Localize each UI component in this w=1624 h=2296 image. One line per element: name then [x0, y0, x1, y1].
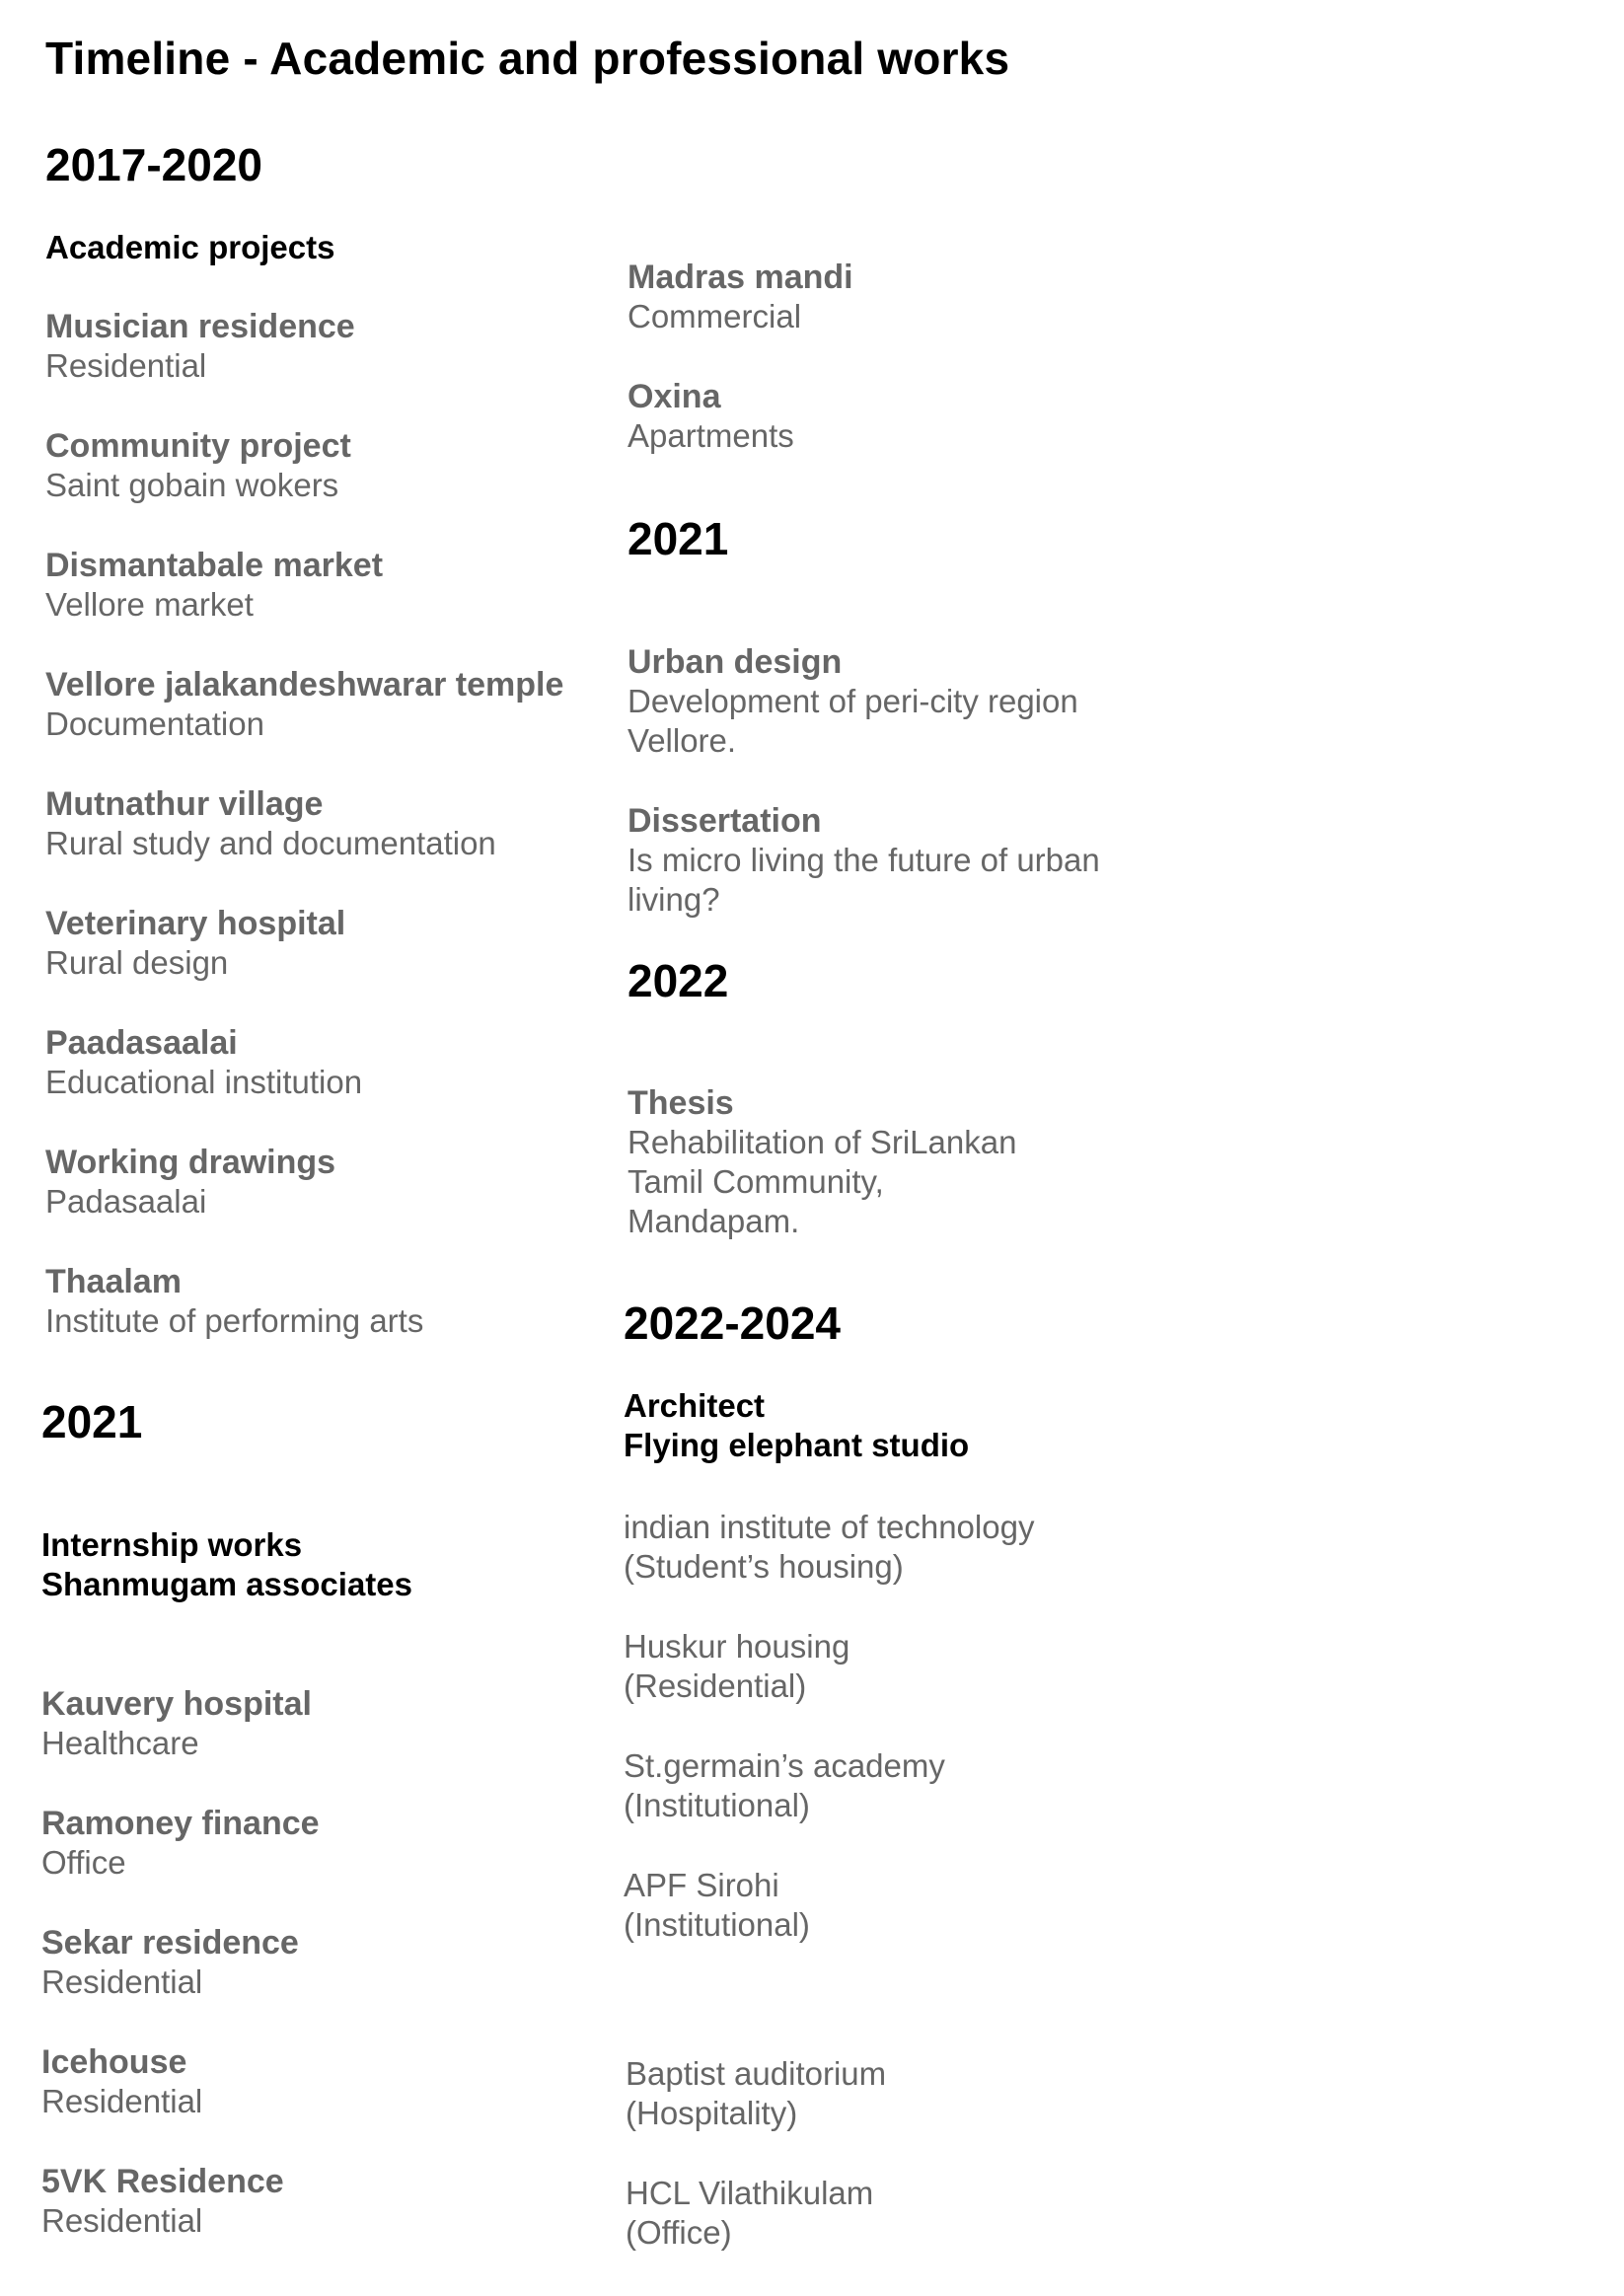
item-title: Community project — [45, 427, 351, 465]
item-title: 5VK Residence — [41, 2163, 284, 2200]
list-item — [45, 784, 496, 863]
work-name: St.germain’s academy — [624, 1747, 945, 1784]
item-title: Oxina — [627, 378, 721, 415]
list-item — [627, 258, 853, 336]
item-desc: Mandapam. — [627, 1203, 800, 1239]
list-item — [41, 2042, 202, 2121]
internship-label: Internship works — [41, 1526, 303, 1563]
item-desc: Tamil Community, — [627, 1163, 884, 1200]
item-title: Icehouse — [41, 2043, 187, 2081]
item-desc: Rural study and documentation — [45, 825, 496, 861]
item-title: Madras mandi — [627, 259, 853, 296]
list-item — [624, 1508, 1034, 1587]
list-item — [41, 1923, 299, 2002]
item-title: Kauvery hospital — [41, 1685, 312, 1723]
item-desc: Rural design — [45, 944, 229, 981]
work-type: (Institutional) — [624, 1787, 810, 1823]
item-title: Sekar residence — [41, 1924, 299, 1962]
item-desc: Is micro living the future of urban — [627, 842, 1100, 878]
academic-projects-heading: Academic projects — [45, 229, 335, 265]
item-desc: Apartments — [627, 417, 794, 454]
list-item — [624, 1627, 849, 1706]
role-title: Architect — [624, 1387, 766, 1424]
item-desc: Documentation — [45, 705, 264, 742]
internship-heading — [41, 1525, 412, 1604]
item-desc: Institute of performing arts — [45, 1302, 424, 1339]
list-item — [45, 904, 345, 983]
period-heading-2017-2020: 2017-2020 — [45, 139, 262, 190]
item-desc: Residential — [45, 347, 207, 384]
work-type: (Institutional) — [624, 1906, 810, 1943]
list-item — [626, 2054, 886, 2133]
item-desc: Rehabilitation of SriLankan — [627, 1124, 1017, 1160]
item-title: Working drawings — [45, 1144, 336, 1181]
list-item — [45, 307, 355, 386]
period-heading-2022-2024: 2022-2024 — [624, 1297, 841, 1349]
item-desc: Saint gobain wokers — [45, 467, 339, 503]
work-type: (Office) — [626, 2214, 732, 2251]
period-heading-2021-right: 2021 — [627, 513, 729, 564]
item-title: Ramoney finance — [41, 1805, 320, 1842]
firm-name: Flying elephant studio — [624, 1427, 970, 1463]
item-desc: Development of peri-city region — [627, 683, 1078, 719]
item-desc: Residential — [41, 1963, 203, 2000]
list-item — [45, 665, 563, 744]
role-heading — [624, 1386, 969, 1465]
work-type: (Hospitality) — [626, 2095, 798, 2131]
item-desc: Vellore. — [627, 722, 737, 759]
item-desc: Educational institution — [45, 1064, 363, 1100]
item-desc: Office — [41, 1844, 126, 1881]
period-heading-2021: 2021 — [41, 1396, 143, 1447]
list-item — [45, 546, 383, 625]
list-item — [45, 426, 351, 505]
item-title: Dismantabale market — [45, 547, 384, 584]
item-desc: Residential — [41, 2202, 203, 2239]
list-item — [626, 2174, 873, 2253]
item-desc: Healthcare — [41, 1725, 199, 1761]
work-name: APF Sirohi — [624, 1867, 779, 1903]
item-title: Mutnathur village — [45, 785, 324, 823]
item-title: Vellore jalakandeshwarar temple — [45, 666, 564, 704]
list-item — [41, 1804, 320, 1883]
list-item — [627, 642, 1078, 761]
firm-name: Shanmugam associates — [41, 1566, 412, 1602]
item-title: Veterinary hospital — [45, 905, 346, 942]
work-name: Baptist auditorium — [626, 2055, 887, 2092]
item-title: Thaalam — [45, 1263, 182, 1300]
item-desc: Residential — [41, 2083, 203, 2119]
work-type: (Residential) — [624, 1667, 807, 1704]
list-item — [41, 1684, 312, 1763]
work-name: Huskur housing — [624, 1628, 850, 1665]
item-title: Musician residence — [45, 308, 355, 345]
work-type: (Student’s housing) — [624, 1548, 904, 1585]
page-title: Timeline - Academic and professional works — [45, 33, 1010, 84]
item-desc: Commercial — [627, 298, 802, 334]
item-title: Thesis — [627, 1084, 734, 1122]
list-item — [627, 377, 794, 456]
list-item — [624, 1866, 810, 1945]
item-desc: Vellore market — [45, 586, 254, 623]
list-item — [45, 1262, 423, 1341]
list-item — [624, 1746, 945, 1825]
list-item — [41, 2162, 284, 2241]
work-name: HCL Vilathikulam — [626, 2175, 874, 2211]
item-title: Urban design — [627, 643, 843, 681]
list-item — [627, 1083, 1016, 1241]
list-item — [45, 1023, 362, 1102]
work-name: indian institute of technology — [624, 1509, 1035, 1545]
item-title: Paadasaalai — [45, 1024, 238, 1062]
item-desc: living? — [627, 881, 720, 918]
list-item — [45, 1143, 335, 1222]
item-desc: Padasaalai — [45, 1183, 207, 1220]
item-title: Dissertation — [627, 802, 822, 840]
period-heading-2022: 2022 — [627, 955, 729, 1006]
list-item — [627, 801, 1100, 920]
